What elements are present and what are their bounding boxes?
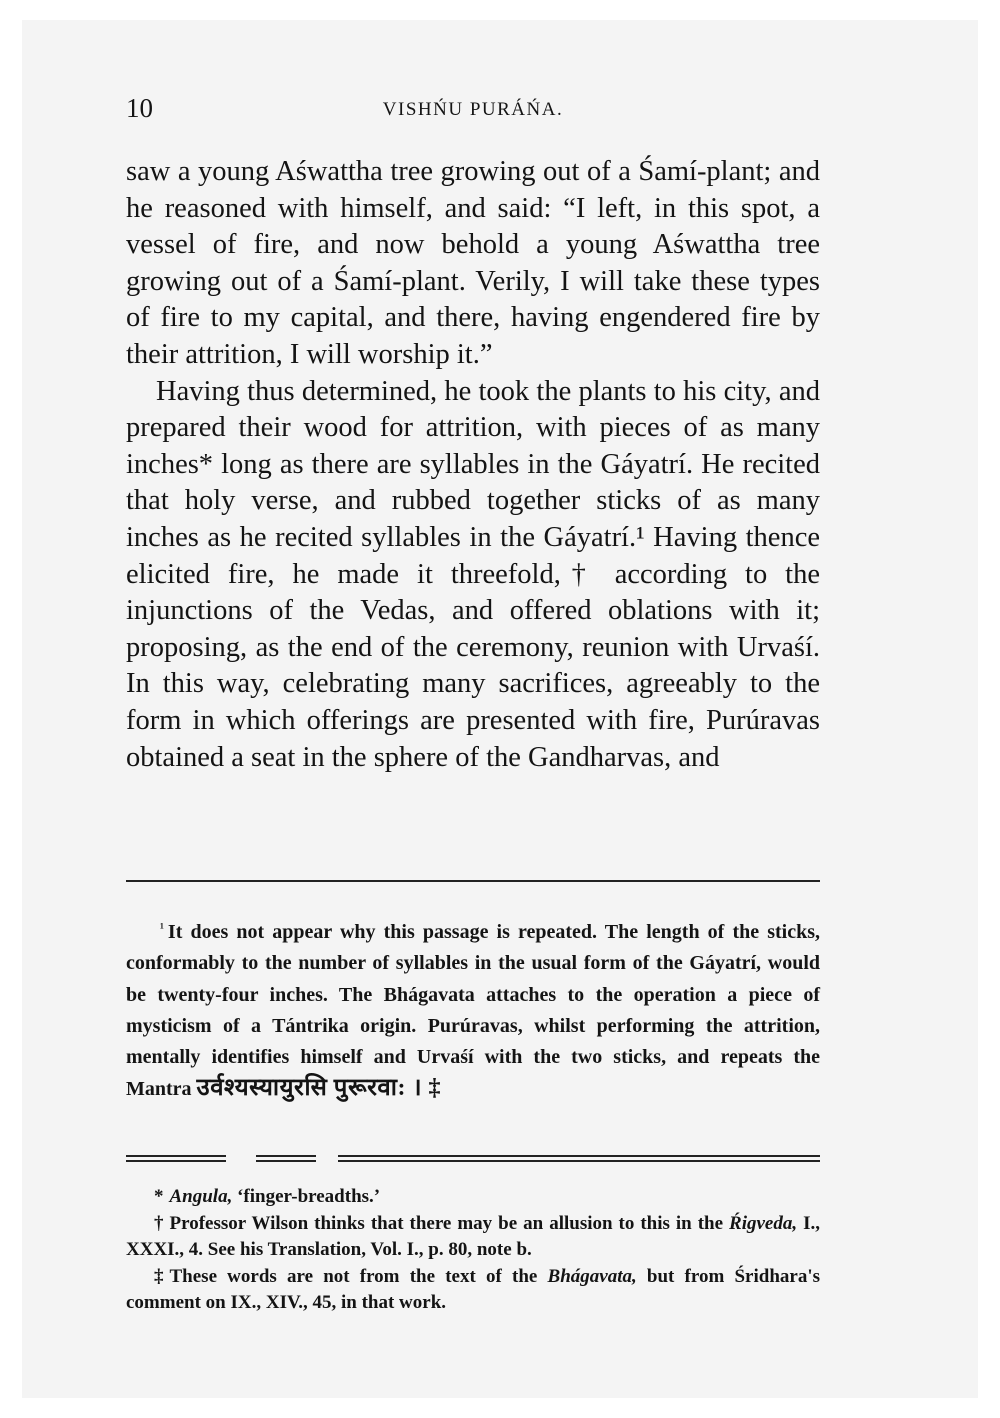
- footnote-text: I., XXXI., 4. See his Translation, Vol. I., p. 80, note b.: [126, 1212, 821, 1260]
- double-rule-separator: [126, 1155, 820, 1162]
- running-title: VISHŃU PURÁŃA.: [382, 99, 564, 120]
- page-header: [126, 92, 820, 132]
- main-text: [126, 154, 820, 776]
- footnotes: [126, 1184, 820, 1317]
- footnote-text: Professor Wilson thinks that there may be an allusion to this in the: [169, 1212, 724, 1234]
- separator-rule: [126, 880, 820, 882]
- footnote-text: These words are not from the text of the: [169, 1265, 538, 1287]
- endnote-marker: ¹: [160, 920, 164, 935]
- footnote-text: ‘finger-breadths.’: [237, 1186, 381, 1207]
- sanskrit-mantra: उर्वश्यस्यायुरसि पुरूरवा: । ‡: [196, 1075, 442, 1102]
- page-number: 10: [126, 93, 153, 123]
- rule-gap: [226, 1154, 256, 1163]
- paragraph: saw a young Aśwattha tree growing out of a Śamí-plant; and he reasoned with himself, and said: “I left, in this spot, a vessel of fire, and now behold a young Aśwattha tree growing out of a Śamí-plant. Verily, I will take these types of fire to my capital, and there, having engendered fire by their attrition, I will worship it.”: [126, 156, 820, 370]
- paragraph: Having thus determined, he took the plants to his city, and prepared their wood for attrition, with pieces of as many inches* long as there are syllables in the Gáyatrí. He recited that holy verse, and rubbed together sticks of as many inches as he recited syllables in the Gáyatrí.¹ Having thence elicited fire, he made it threefold,† according to the injunctions of the Vedas, and offered oblations with it; proposing, as the end of the ceremony, reunion with Urvaśí. In this way, celebrating many sacrifices, agreeably to the form in which offerings are presented with fire, Purúravas obtained a seat in the sphere of the Gandharvas, and: [126, 375, 820, 773]
- footnote-text: but from Śridhara's comment on IX., XIV., 45, in that work.: [126, 1265, 820, 1313]
- footnote-italic: Angula,: [169, 1186, 233, 1207]
- rule-gap: [316, 1154, 338, 1163]
- endnote-1: [126, 912, 820, 1106]
- footnote-italic: Ŕigveda,: [729, 1212, 798, 1234]
- footnote-double-dagger: [126, 1264, 820, 1317]
- footnote-star: [126, 1184, 820, 1211]
- footnote-symbol: ‡: [154, 1265, 164, 1287]
- footnote-symbol: *: [154, 1186, 164, 1207]
- footnote-italic: Bhágavata,: [547, 1265, 637, 1287]
- footnote-symbol: †: [154, 1212, 164, 1234]
- endnote-text: It does not appear why this passage is repeated. The length of the sticks, conformably to the number of syllables in the usual form of the Gáyatrí, would be twenty-four inches. The Bhágavata attaches to the operation a piece of mysticism of a Tántrika origin. Purúravas, whilst performing the attrition, mentally identifies himself and Urvaśí with the two sticks, and repeats the Mantra: [126, 921, 820, 1101]
- footnote-dagger: [126, 1211, 820, 1264]
